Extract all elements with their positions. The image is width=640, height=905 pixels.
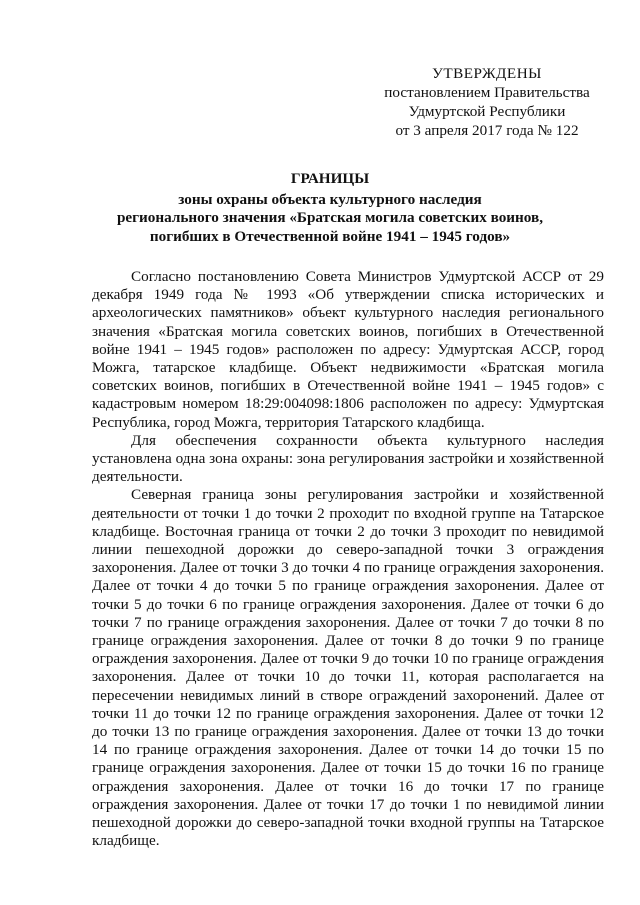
paragraph-protection-zone: Для обеспечения сохранности объекта культурного наследия установлена одна зона охраны: зона регулирования застройки и хозяйственной деятельности. xyxy=(92,431,604,486)
heading-line: регионального значения «Братская могила советских воинов, xyxy=(116,209,544,226)
paragraph-location: Согласно постановлению Совета Министров Удмуртской АССР от 29 декабря 1949 года № 1993 «Об утверждении списка исторических и археологических памятников» объект культурного наследия регионального значения «Братская могила советских воинов, погибших в Отечественной войне 1941 – 1945 годов» расположен по адресу: Удмуртская АССР, город Можга, татарское кладбище. Объект недвижимости «Братская могила советских воинов, погибших в Отечественной войне 1941 – 1945 годов» с кадастровым номером 18:29:004098:1806 расположен по адресу: Удмуртская Республика, город Можга, территория Татарского кладбища. xyxy=(92,268,604,431)
document-heading xyxy=(80,170,580,246)
heading-line: погибших в Отечественной войне 1941 – 1945 годов» xyxy=(149,227,511,245)
approval-line: постановлением Правительства xyxy=(384,84,590,101)
approval-line: Удмуртской Республики xyxy=(408,103,566,120)
approval-block xyxy=(372,64,602,140)
approval-date: от 3 апреля 2017 года № 122 xyxy=(395,122,579,139)
paragraph-boundary-description: Северная граница зоны регулирования застройки и хозяйственной деятельности от точки 1 до точки 2 проходит по входной группе на Татарское кладбище. Восточная граница от точки 2 до точки 3 проходит по невидимой линии пешеходной дорожки до северо-западной точки 3 ограждения захоронения. Далее от точки 3 до точки 4 по границе ограждения захоронения. Далее от точки 4 до точки 5 по границе ограждения захоронения. Далее от точки 5 до точки 6 по границе ограждения захоронения. Далее от точки 6 до точки 7 по границе ограждения захоронения. Далее от точки 7 до точки 8 по границе ограждения захоронения. Далее от точки 8 до точки 9 по границе ограждения захоронения. Далее от точки 9 до точки 10 по границе ограждения захоронения. Далее от точки 10 до точки 11, которая располагается на пересечении невидимых линий в створе ограждений захоронений. Далее от точки 11 до точки 12 по границе ограждения захоронения. Далее от точки 12 до точки 13 по границе ограждения захоронения. Далее от точки 13 до точки 14 по границе ограждения захоронения. Далее от точки 14 до точки 15 по границе ограждения захоронения. Далее от точки 15 до точки 16 по границе ограждения захоронения. Далее от точки 16 до точки 17 по границе ограждения захоронения. Далее от точки 17 до точки 1 по невидимой линии пешеходной дорожки до северо-западной точки входной группы на Татарское кладбище. xyxy=(92,486,604,850)
approval-title: УТВЕРЖДЕНЫ xyxy=(432,65,542,82)
document-title: ГРАНИЦЫ xyxy=(290,170,370,187)
document-body xyxy=(92,268,604,851)
heading-line: зоны охраны объекта культурного наследия xyxy=(178,190,482,208)
